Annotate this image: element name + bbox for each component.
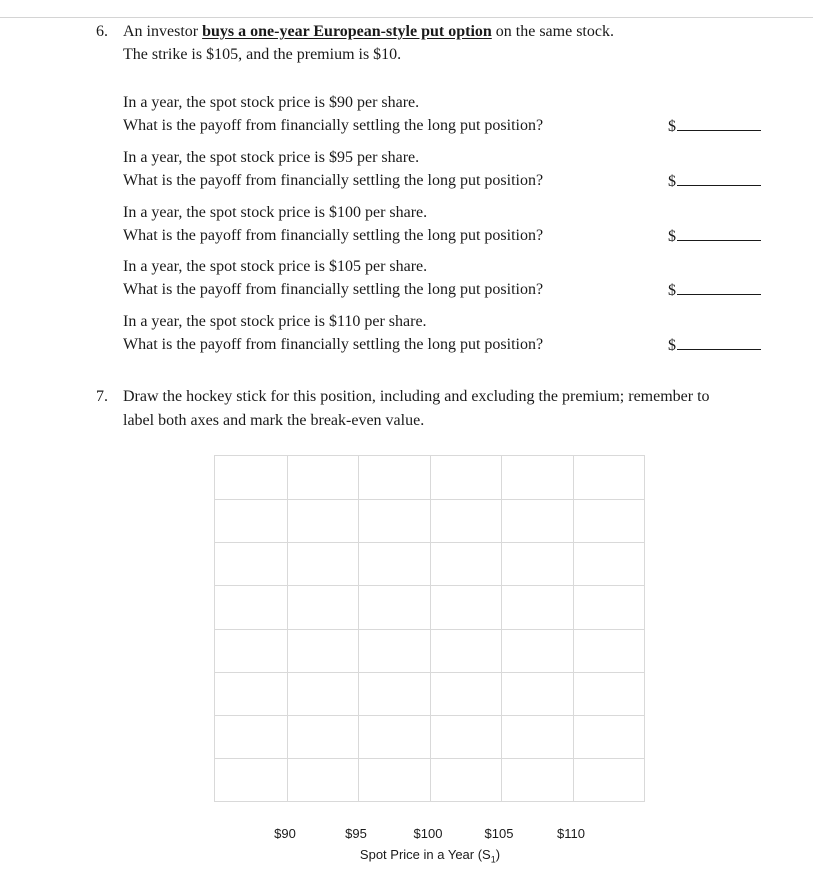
x-tick-label: $105 — [484, 826, 514, 841]
spot-price-105: In a year, the spot stock price is $105 per share. — [123, 258, 428, 275]
dollar-sign: $ — [668, 282, 676, 299]
payoff-question-110: What is the payoff from financially settling the long put position? — [123, 336, 544, 353]
dollar-sign: $ — [668, 173, 676, 190]
spot-price-95: In a year, the spot stock price is $95 per share. — [123, 149, 420, 166]
payoff-question-95: What is the payoff from financially settling the long put position? — [123, 172, 544, 189]
answer-line — [677, 116, 761, 131]
answer-line — [677, 171, 761, 186]
spot-price-90: In a year, the spot stock price is $90 per share. — [123, 94, 420, 111]
x-axis-label-subscript: 1 — [490, 854, 496, 865]
dollar-sign: $ — [668, 228, 676, 245]
spot-price-110: In a year, the spot stock price is $110 per share. — [123, 313, 427, 330]
answer-line — [677, 226, 761, 241]
answer-blank-100[interactable] — [668, 226, 765, 247]
intro-emphasis: buys a one-year European-style put option — [202, 23, 492, 40]
x-tick-label: $110 — [557, 826, 585, 841]
answer-blank-110[interactable] — [668, 335, 765, 356]
answer-blank-105[interactable] — [668, 280, 765, 301]
question-6-terms: The strike is $105, and the premium is $10. — [123, 46, 402, 63]
x-tick-label: $90 — [274, 826, 296, 841]
x-axis-label-close: ) — [495, 847, 501, 862]
answer-blank-95[interactable] — [668, 171, 765, 192]
question-7-number: 7. — [96, 388, 108, 405]
grid-horizontal-line — [215, 585, 644, 586]
intro-text: An investor — [123, 23, 203, 40]
spot-price-100: In a year, the spot stock price is $100 per share. — [123, 204, 428, 221]
x-tick-label: $95 — [345, 826, 367, 841]
x-axis-label-text: Spot Price in a Year (S — [359, 847, 491, 862]
question-7-line-2: label both axes and mark the break-even value. — [123, 412, 425, 429]
x-axis-label — [360, 847, 500, 865]
grid-horizontal-line — [215, 672, 644, 673]
answer-line — [677, 280, 761, 295]
answer-line — [677, 335, 761, 350]
payoff-question-100: What is the payoff from financially settling the long put position? — [123, 227, 544, 244]
question-6-intro — [123, 22, 614, 42]
blank-chart-grid[interactable] — [214, 455, 645, 802]
payoff-question-105: What is the payoff from financially settling the long put position? — [123, 281, 544, 298]
grid-horizontal-line — [215, 758, 644, 759]
question-7-line-1: Draw the hockey stick for this position, including and excluding the premium; remember to — [123, 388, 710, 405]
grid-horizontal-line — [215, 629, 644, 630]
dollar-sign: $ — [668, 337, 676, 354]
dollar-sign: $ — [668, 118, 676, 135]
grid-horizontal-line — [215, 499, 644, 500]
grid-horizontal-line — [215, 715, 644, 716]
answer-blank-90[interactable] — [668, 116, 765, 137]
payoff-question-90: What is the payoff from financially settling the long put position? — [123, 117, 544, 134]
x-tick-label: $100 — [413, 826, 443, 841]
grid-horizontal-line — [215, 542, 644, 543]
intro-text-end: on the same stock. — [491, 23, 614, 40]
top-divider — [0, 17, 813, 18]
question-6-number: 6. — [96, 23, 108, 40]
